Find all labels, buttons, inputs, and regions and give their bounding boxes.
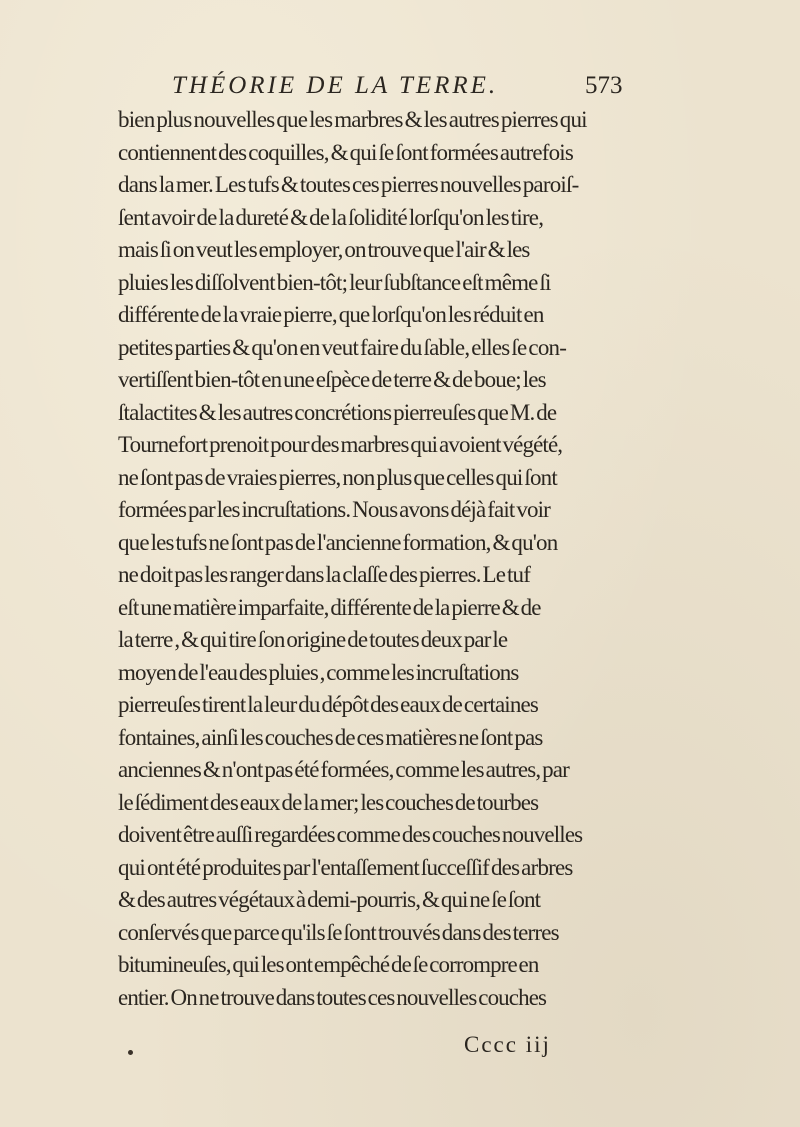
text-line: fontaines, ainſi les couches de ces matières ne ſont pas [118, 724, 543, 750]
page-number: 573 [585, 72, 623, 99]
text-line: doivent être auſſi regardées comme des couches nouvelles [118, 822, 583, 847]
text-line: bien plus nouvelles que les marbres & les autres pierres qui [118, 107, 587, 132]
running-head: THÉORIE DE LA TERRE. [172, 72, 499, 99]
text-line: moyen de l'eau des pluies , comme les incruſtations [118, 659, 519, 685]
text-line: conſervés que parce qu'ils ſe ſont trouvés dans des terres [118, 919, 559, 945]
page-header [172, 72, 792, 106]
text-line: que les tufs ne ſont pas de l'ancienne formation, & qu'on [118, 529, 558, 555]
text-line: contiennent des coquilles, & qui ſe ſont formées autrefois [118, 139, 573, 165]
signature-mark: Cccc iij [464, 1032, 551, 1057]
text-line: ſent avoir de la dureté & de la ſolidité lorſqu'on les tire, [118, 204, 544, 230]
text-line: petites parties & qu'on en veut faire du ſable, elles ſe con- [118, 334, 567, 360]
text-line: qui ont été produites par l'entaſſement ſucceſſif des arbres [118, 854, 573, 880]
ink-dot-mark [128, 1050, 133, 1055]
text-line: pluies les diſſolvent bien-tôt; leur ſubſtance eſt même ſi [118, 269, 551, 295]
text-line: formées par les incruſtations. Nous avons déjà fait voir [118, 497, 550, 522]
text-line: anciennes & n'ont pas été formées, comme les autres, par [118, 757, 569, 782]
text-line: dans la mer. Les tufs & toutes ces pierres nouvelles paroiſ- [118, 172, 579, 197]
text-line: mais ſi on veut les employer, on trouve que l'air & les [118, 237, 530, 262]
body-text [118, 104, 798, 1014]
text-line: entier. On ne trouve dans toutes ces nouvelles couches [118, 984, 547, 1010]
text-line: & des autres végétaux à demi-pourris, & qui ne ſe ſont [118, 887, 541, 912]
text-line: différente de la vraie pierre, que lorſqu'on les réduit en [118, 302, 544, 327]
text-line: la terre , & qui tire ſon origine de toutes deux par le [118, 627, 508, 652]
text-line: ne ſont pas de vraies pierres, non plus que celles qui ſont [118, 464, 557, 490]
page-footer [0, 1032, 800, 1066]
text-line: pierreuſes tirent la leur du dépôt des eaux de certaines [118, 692, 538, 717]
text-line: bitumineuſes, qui les ont empêché de ſe corrompre en [118, 952, 539, 977]
text-line: le ſédiment des eaux de la mer; les couches de tourbes [118, 789, 539, 815]
text-line: eſt une matière imparfaite, différente de la pierre & de [118, 594, 541, 620]
text-line: ſtalactites & les autres concrétions pierreuſes que M. de [118, 399, 557, 425]
text-line: ne doit pas les ranger dans la claſſe des pierres. Le tuf [118, 562, 531, 587]
text-line: Tournefort prenoit pour des marbres qui avoient végété, [118, 432, 563, 457]
text-line: vertiſſent bien-tôt en une eſpèce de terre & de boue; les [118, 367, 546, 392]
